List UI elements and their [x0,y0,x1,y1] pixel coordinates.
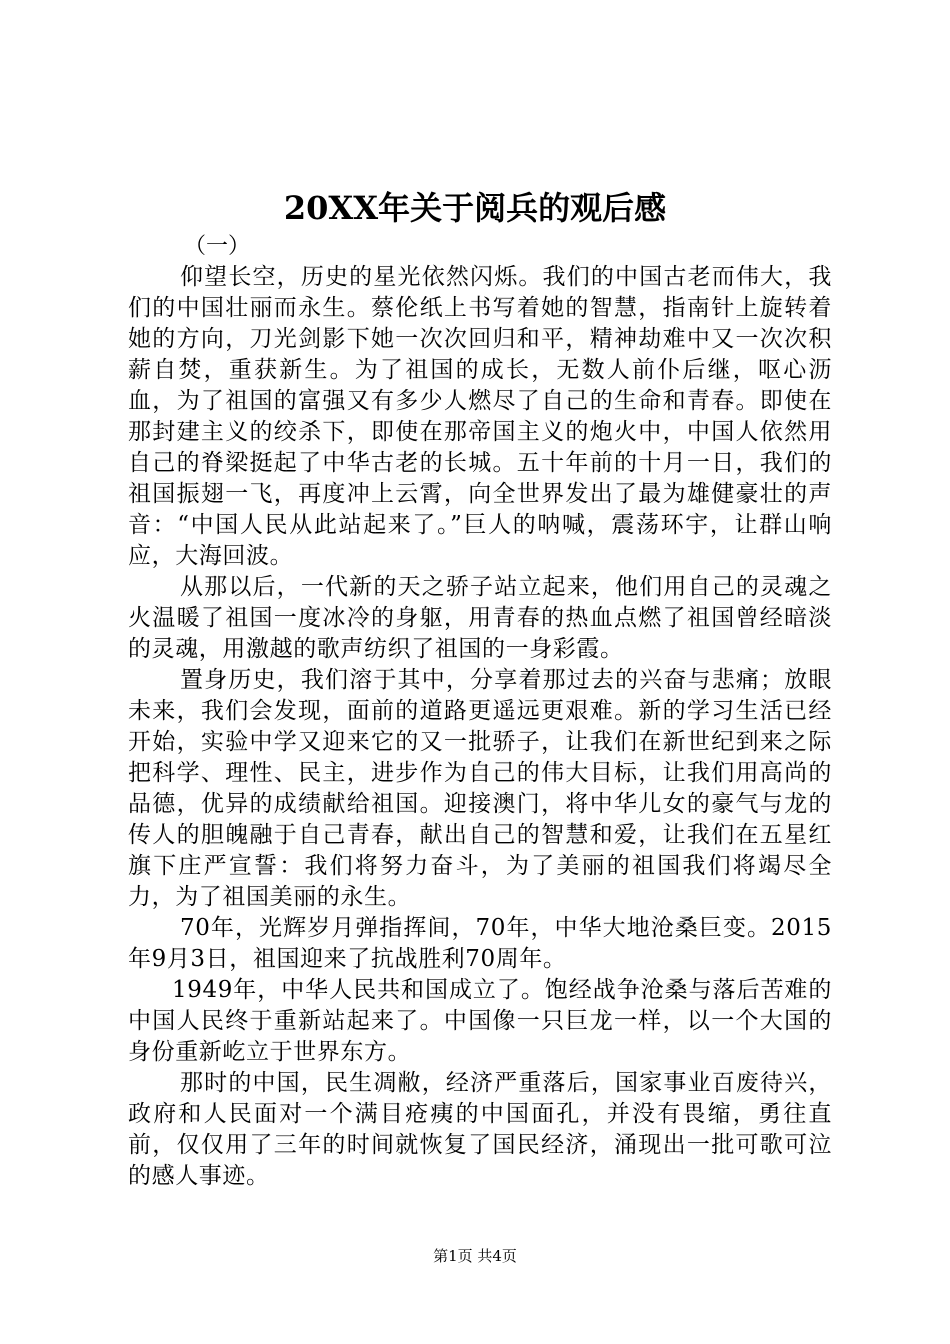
paragraph: 置身历史，我们溶于其中，分享着那过去的兴奋与悲痛；放眼未来，我们会发现，面前的道路更遥远更艰难。新的学习生活已经开始，实验中学又迎来它的又一批骄子，让我们在新世纪到来之际把科学、理性、民主，进步作为自己的伟大目标，让我们用高尚的品德，优异的成绩献给祖国。迎接澳门，将中华儿女的豪气与龙的传人的胆魄融于自己青春，献出自己的智慧和爱，让我们在五星红旗下庄严宣誓：我们将努力奋斗，为了美丽的祖国我们将竭尽全力，为了祖国美丽的永生。 [128,667,832,910]
paragraph: 1949年，中华人民共和国成立了。饱经战争沧桑与落后苦难的中国人民终于重新站起来了。中国像一只巨龙一样，以一个大国的身份重新屹立于世界东方。 [128,977,832,1065]
paragraph: 仰望长空，历史的星光依然闪烁。我们的中国古老而伟大，我们的中国壮丽而永生。蔡伦纸上书写着她的智慧，指南针上旋转着她的方向，刀光剑影下她一次次回归和平，精神劫难中又一次次积薪自焚，重获新生。为了祖国的成长，无数人前仆后继，呕心沥血，为了祖国的富强又有多少人燃尽了自己的生命和青春。即使在那封建主义的绞杀下，即使在那帝国主义的炮火中，中国人依然用自己的脊梁挺起了中华古老的长城。五十年前的十月一日，我们的祖国振翅一飞，再度冲上云霄，向全世界发出了最为雄健豪壮的声音：“中国人民从此站起来了。”巨人的呐喊，震荡环宇，让群山响应，大海回波。 [128,264,832,569]
page-footer: 第1页 共4页 [433,1247,517,1265]
document-title: 20XX年关于阅兵的观后感 [283,189,667,227]
document-body [128,262,832,1192]
paragraph: 从那以后，一代新的天之骄子站立起来，他们用自己的灵魂之火温暖了祖国一度冰冷的身躯，用青春的热血点燃了祖国曾经暗淡的灵魂，用激越的歌声纺织了祖国的一身彩霞。 [128,574,832,662]
section-label: （一） [184,234,251,259]
paragraph: 那时的中国，民生凋敝，经济严重落后，国家事业百废待兴，政府和人民面对一个满目疮痍的中国面孔，并没有畏缩，勇往直前，仅仅用了三年的时间就恢复了国民经济，涌现出一批可歌可泣的感人事迹。 [128,1070,832,1189]
paragraph: 70年，光辉岁月弹指挥间，70年，中华大地沧桑巨变。2015年9月3日，祖国迎来了抗战胜利70周年。 [128,915,832,972]
